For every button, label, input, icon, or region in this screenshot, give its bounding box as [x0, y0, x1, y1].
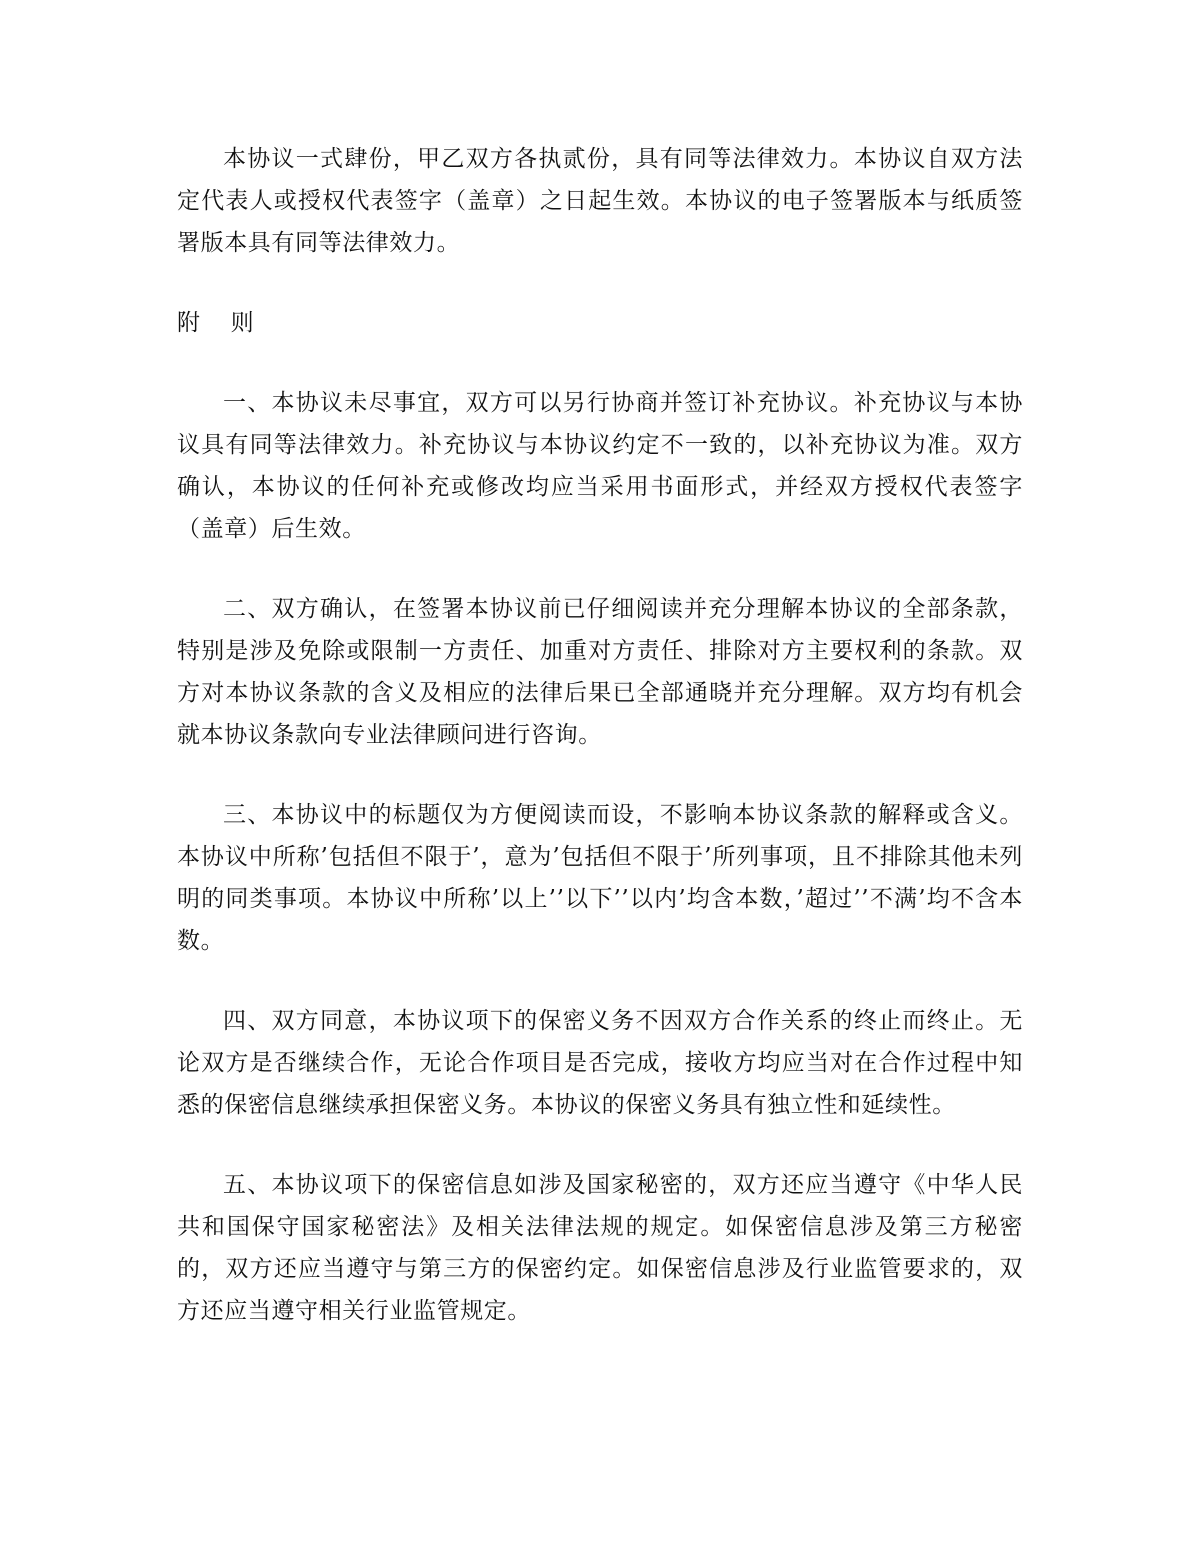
- clause-3: 三、本协议中的标题仅为方便阅读而设，不影响本协议条款的解释或含义。本协议中所称’包括但不限于’，意为’包括但不限于’所列事项，且不排除其他未列明的同类事项。本协议中所称’以上’’以下’’以内’均含本数，’超过’’不满’均不含本数。: [177, 802, 1023, 954]
- clause-1: 一、本协议未尽事宜，双方可以另行协商并签订补充协议。补充协议与本协议具有同等法律效力。补充协议与本协议约定不一致的，以补充协议为准。双方确认，本协议的任何补充或修改均应当采用书面形式，并经双方授权代表签字（盖章）后生效。: [177, 390, 1023, 542]
- document-body: [177, 138, 1023, 1370]
- clause-2: 二、双方确认，在签署本协议前已仔细阅读并充分理解本协议的全部条款，特别是涉及免除或限制一方责任、加重对方责任、排除对方主要权利的条款。双方对本协议条款的含义及相应的法律后果已全部通晓并充分理解。双方均有机会就本协议条款向专业法律顾问进行咨询。: [177, 596, 1023, 748]
- section-heading-char-2: 则: [230, 310, 255, 336]
- section-heading-char-1: 附: [177, 310, 201, 336]
- clause-5: 五、本协议项下的保密信息如涉及国家秘密的，双方还应当遵守《中华人民共和国保守国家秘密法》及相关法律法规的规定。如保密信息涉及第三方秘密的，双方还应当遵守与第三方的保密约定。如保密信息涉及行业监管要求的，双方还应当遵守相关行业监管规定。: [177, 1172, 1023, 1324]
- clause-4: 四、双方同意，本协议项下的保密义务不因双方合作关系的终止而终止。无论双方是否继续合作，无论合作项目是否完成，接收方均应当对在合作过程中知悉的保密信息继续承担保密义务。本协议的保密义务具有独立性和延续性。: [177, 1008, 1023, 1118]
- section-heading: [177, 302, 1023, 344]
- validity-paragraph: 本协议一式肆份，甲乙双方各执贰份，具有同等法律效力。本协议自双方法定代表人或授权代表签字（盖章）之日起生效。本协议的电子签署版本与纸质签署版本具有同等法律效力。: [177, 146, 1023, 256]
